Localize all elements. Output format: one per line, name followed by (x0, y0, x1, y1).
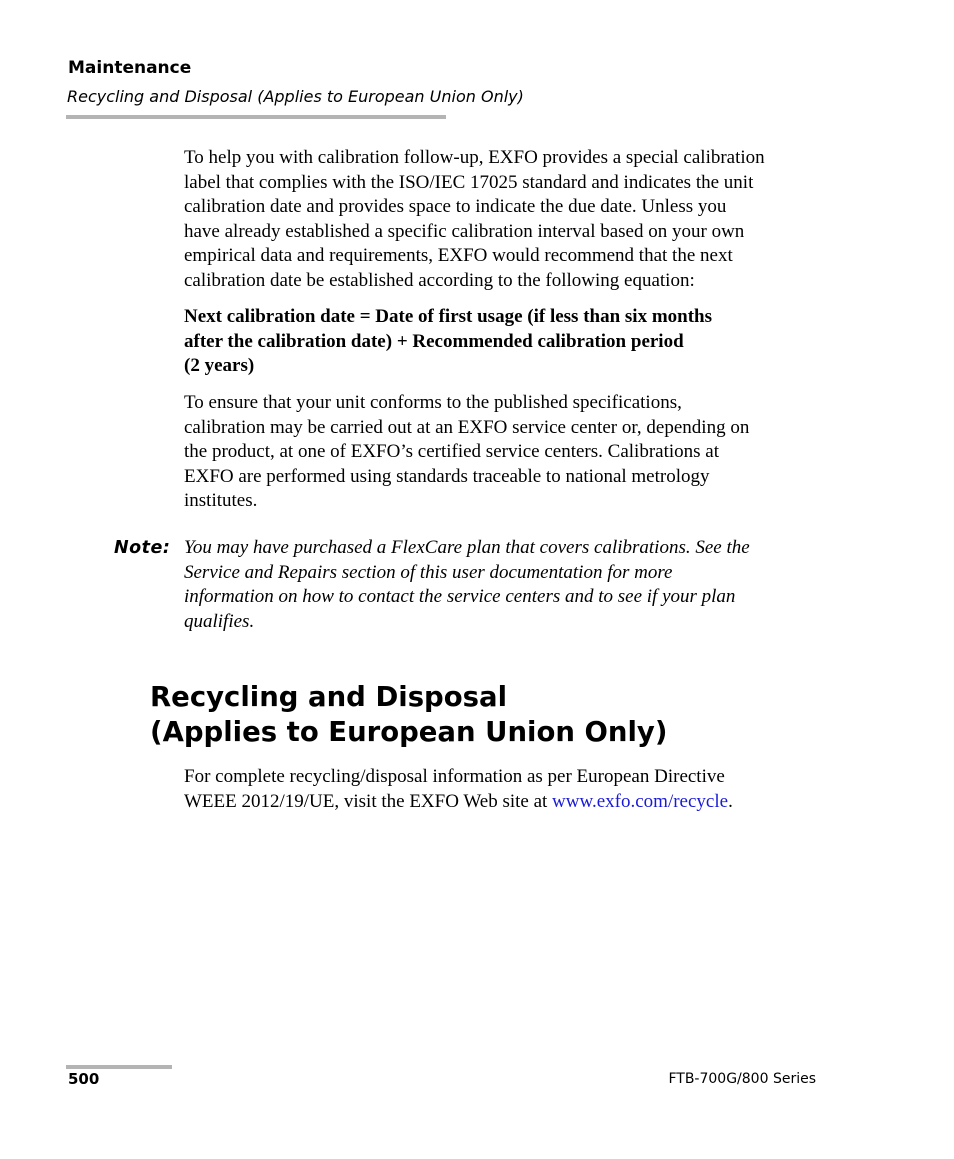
header-rule (66, 115, 446, 119)
footer-rule (66, 1065, 172, 1069)
calibration-conformance-paragraph: To ensure that your unit conforms to the published specifications, calibration may be carried out at an EXFO service center or, depending on the product, at one of EXFO’s certified service centers. Calibrations at EXFO are performed using standards traceable to national metrology institutes. (184, 392, 750, 512)
recycling-paragraph (184, 765, 824, 814)
calibration-equation: Next calibration date = Date of first usage (if less than six months after the calibration date) + Recommended calibration period (2 years) (184, 306, 713, 377)
recycling-period: . (728, 790, 733, 812)
calibration-label-paragraph: To help you with calibration follow-up, EXFO provides a special calibration label that complies with the ISO/IEC 17025 standard and indicates the unit calibration date and provides space to indicate the due date. Unless you have already established a specific calibration interval based on your own empirical data and requirements, EXFO would recommend that the next calibration date be established according to the following equation: (184, 147, 765, 291)
recycling-text: For complete recycling/disposal information as per European Directive WEEE 2012/19/UE, visit the EXFO Web site at (184, 766, 725, 812)
header-subtitle: Recycling and Disposal (Applies to European Union Only) (67, 87, 524, 106)
page-number: 500 (68, 1070, 100, 1088)
product-series: FTB-700G/800 Series (668, 1071, 816, 1087)
header-section-title: Maintenance (68, 58, 192, 78)
note-text: You may have purchased a FlexCare plan that covers calibrations. See the Service and Repairs section of this user documentation for more information on how to contact the service centers and to see if your plan qualifies. (184, 537, 750, 632)
recycle-link[interactable]: www.exfo.com/recycle (552, 790, 729, 812)
section-heading: Recycling and Disposal (Applies to European Union Only) (150, 681, 668, 748)
note-label: Note: (114, 538, 171, 558)
